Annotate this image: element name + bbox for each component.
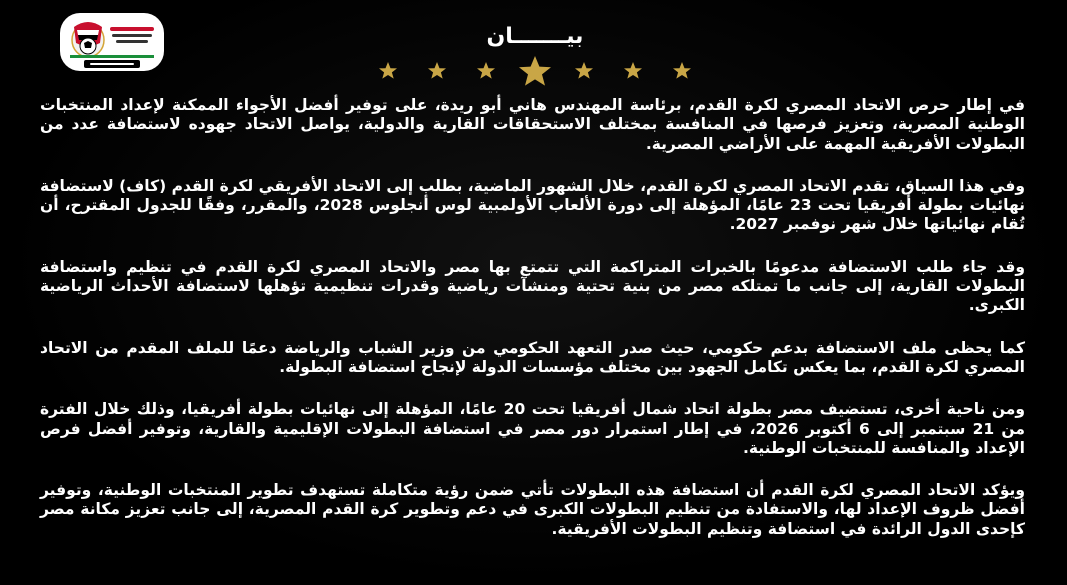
statement-body — [40, 96, 1025, 539]
star-icon — [624, 62, 642, 79]
paragraph-1: في إطار حرص الاتحاد المصري لكرة القدم، برئاسة المهندس هاني أبو ريدة، على توفير أفضل الأجواء الممكنة لإعداد المنتخبات الوطنية المصرية، وتعزيز فرصها في المنافسة بمختلف الاستحقاقات القارية والدولية، يواصل الاتحاد جهوده لاستضافة عدد من البطولات الأفريقية المهمة على الأراضي المصرية. — [40, 96, 1025, 153]
title-area — [420, 24, 650, 49]
paragraph-6: ويؤكد الاتحاد المصري لكرة القدم أن استضافة هذه البطولات تأتي ضمن رؤية متكاملة تستهدف تطوير المنتخبات الوطنية، وتوفير أفضل ظروف الإعداد لها، والاستفادة من تنظيم البطولات الكبرى في دعم وتطوير كرة القدم المصرية، إلى جانب تعزيز مكانة مصر كإحدى الدول الرائدة في استضافة وتنظيم البطولات الأفريقية. — [40, 481, 1025, 538]
efa-name-text-icon — [110, 27, 154, 43]
efa-logo — [60, 13, 164, 71]
star-icon — [379, 62, 397, 79]
star-icon — [428, 62, 446, 79]
star-icon — [673, 62, 691, 79]
page-title: بيـــــــان — [486, 24, 584, 49]
paragraph-3: وقد جاء طلب الاستضافة مدعومًا بالخبرات المتراكمة التي تتمتع بها مصر والاتحاد المصري لكرة القدم في تنظيم واستضافة البطولات القارية، إلى جانب ما تمتلكه مصر من بنية تحتية ومنشآت رياضية وقدرات تنظيمية تؤهلها لاستضافة الأحداث الرياضية الكبرى. — [40, 257, 1025, 315]
star-icon — [575, 62, 593, 79]
pharaoh-emblem-icon — [72, 22, 104, 57]
paragraph-2: وفي هذا السياق، تقدم الاتحاد المصري لكرة القدم، خلال الشهور الماضية، بطلب إلى الاتحاد الأفريقي لكرة القدم (كاف) لاستضافة نهائيات بطولة أفريقيا تحت 23 عامًا، المؤهلة إلى دورة الألعاب الأولمبية لوس أنجلوس 2028، والمقرر، وفقًا للجدول المقترح، أن تُقام نهائياتها خلال شهر نوفمبر 2027. — [40, 176, 1025, 234]
star-icon — [477, 62, 495, 79]
paragraph-4: كما يحظى ملف الاستضافة بدعم حكومي، حيث صدر التعهد الحكومي من وزير الشباب والرياضة دعمًا للملف المقدم من الاتحاد المصري لكرة القدم، بما يعكس تكامل الجهود بين مختلف مؤسسات الدولة لإنجاح استضافة البطولة. — [40, 338, 1025, 376]
paragraph-5: ومن ناحية أخرى، تستضيف مصر بطولة اتحاد شمال أفريقيا تحت 20 عامًا، المؤهلة إلى نهائيات بطولة أفريقيا، وذلك خلال الفترة من 21 سبتمبر إلى 6 أكتوبر 2026، في إطار استمرار دور مصر في استضافة البطولات الإقليمية والقارية، وتوفير أفضل فرص الإعداد والمنافسة للمنتخبات الوطنية. — [40, 400, 1025, 457]
stars-row — [370, 56, 700, 86]
star-large-icon — [519, 56, 551, 86]
